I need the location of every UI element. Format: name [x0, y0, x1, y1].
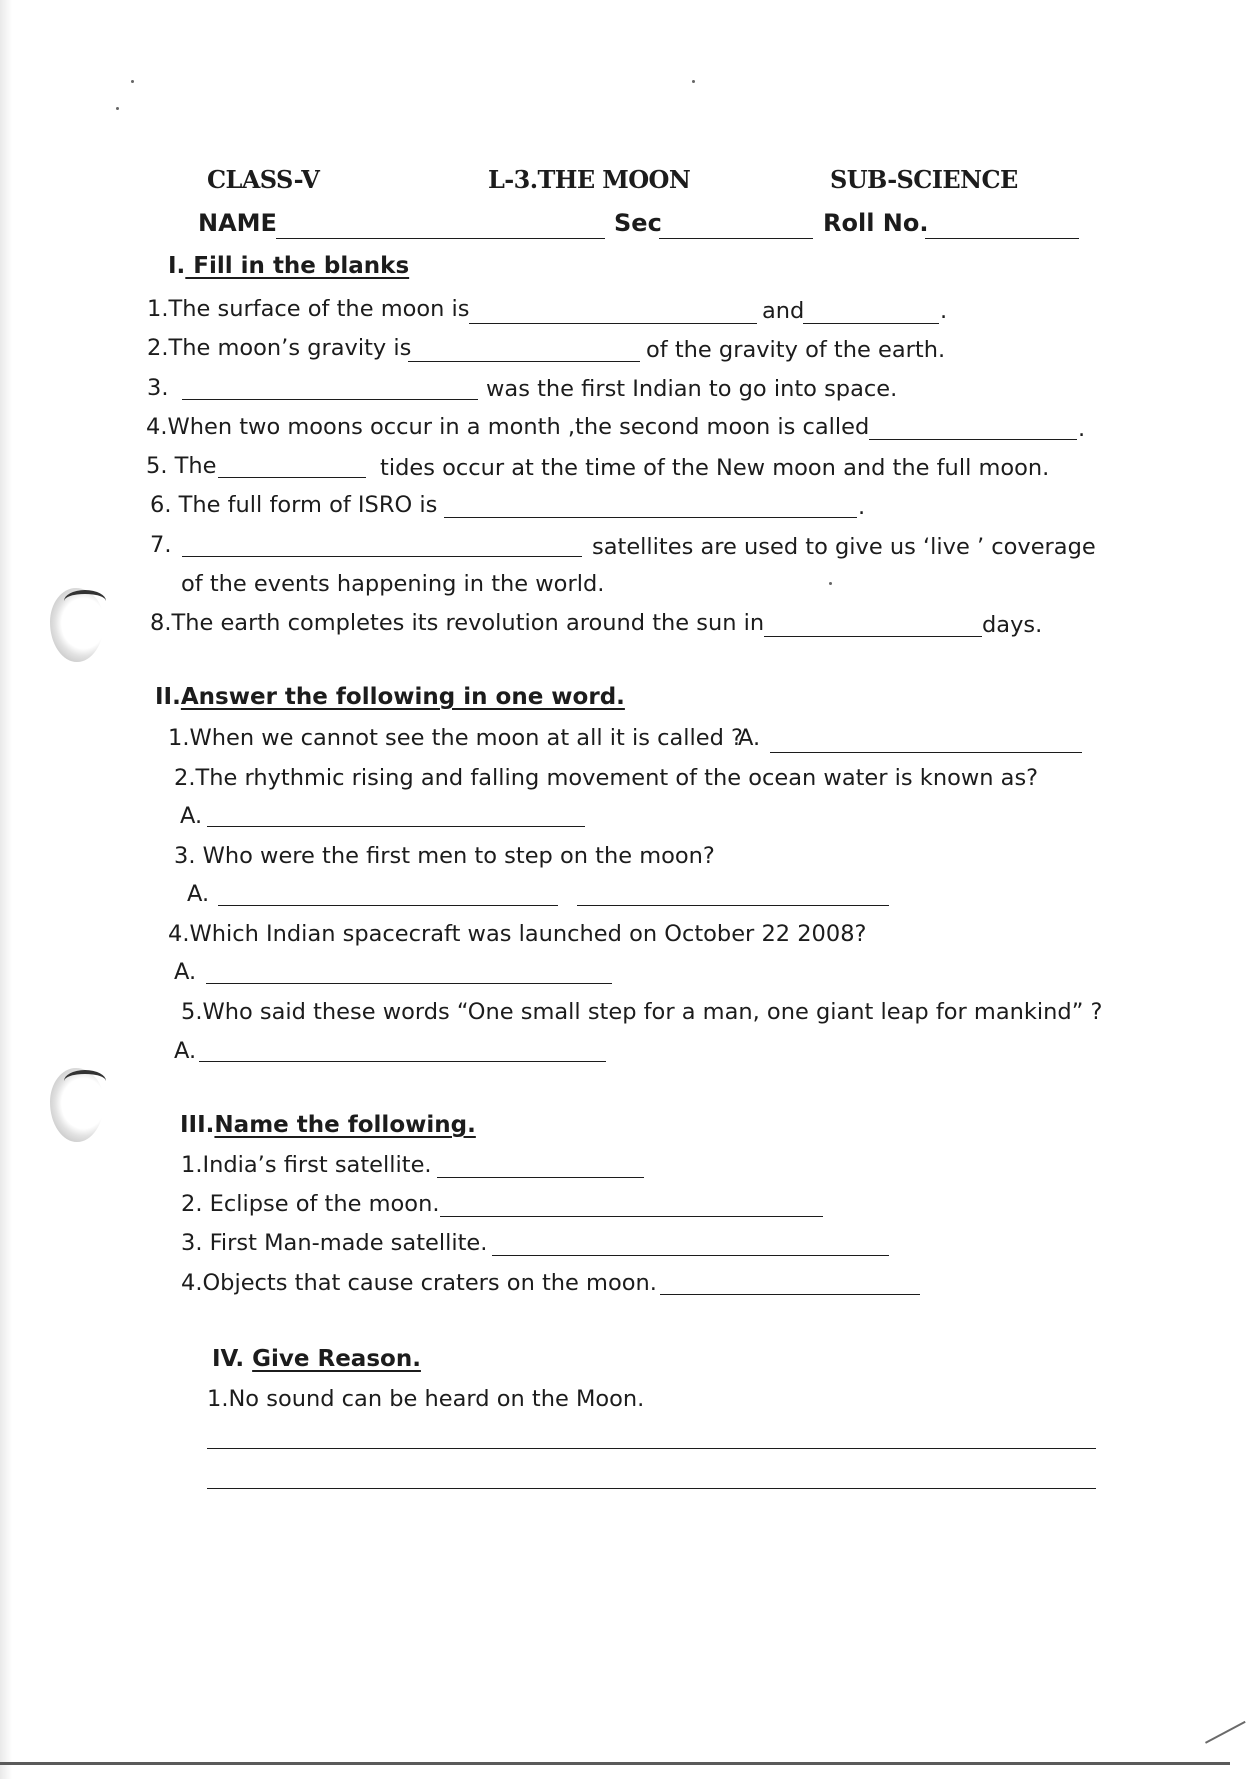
fill-blank-6[interactable]	[444, 517, 857, 518]
name-item-4: 4.Objects that cause craters on the moon.	[181, 1270, 657, 1296]
one-word-a5-prefix: A.	[174, 1038, 197, 1064]
section-1-heading	[168, 253, 409, 279]
fill-blank-6-text: 6. The full form of ISRO is	[150, 492, 438, 518]
one-word-answer-2[interactable]	[207, 826, 585, 827]
one-word-q5: 5.Who said these words “One small step for a man, one giant leap for mankind” ?	[181, 999, 1103, 1025]
roll-field[interactable]	[925, 238, 1079, 239]
fill-blank-3-num: 3.	[147, 375, 169, 401]
scan-speck	[829, 582, 832, 585]
fill-blank-8-text: 8.The earth completes its revolution around the sun in	[150, 610, 765, 636]
section-1-numeral: I.	[168, 253, 186, 279]
fill-blank-4[interactable]	[869, 439, 1077, 440]
name-item-1: 1.India’s first satellite.	[181, 1152, 432, 1178]
subject-label: SUB-SCIENCE	[830, 165, 1018, 194]
lesson-title: L-3.THE MOON	[488, 165, 691, 194]
fill-blank-2-text: 2.The moon’s gravity is	[147, 335, 412, 361]
fill-blank-3[interactable]	[182, 399, 478, 400]
section-4-numeral: IV.	[212, 1346, 253, 1372]
page-folded-corner	[1205, 1721, 1250, 1767]
section-3-heading	[180, 1112, 476, 1138]
fill-blank-4-text: 4.When two moons occur in a month ,the second moon is called	[146, 414, 870, 440]
scan-speck	[692, 80, 695, 83]
section-4-title: Give Reason.	[252, 1346, 421, 1372]
class-label: CLASS-V	[207, 165, 320, 194]
section-2-numeral: II.	[155, 684, 181, 710]
section-4-heading	[212, 1346, 421, 1372]
fill-blank-1-text: 1.The surface of the moon is	[147, 296, 470, 322]
fill-blank-5[interactable]	[218, 477, 366, 478]
name-answer-3[interactable]	[492, 1255, 889, 1256]
reason-answer-line-1[interactable]	[207, 1448, 1096, 1449]
one-word-answer-4[interactable]	[206, 983, 612, 984]
one-word-a3-prefix: A.	[187, 881, 210, 907]
fill-blank-5-text: 5. The	[146, 453, 217, 479]
section-2-title: Answer the following in one word.	[180, 684, 625, 710]
fill-blank-2-after: of the gravity of the earth.	[646, 337, 946, 363]
fill-blank-7-num: 7.	[150, 532, 172, 558]
sec-label: Sec	[614, 209, 662, 237]
one-word-q1: 1.When we cannot see the moon at all it is called ?	[168, 725, 743, 751]
fill-blank-1-a[interactable]	[469, 323, 757, 324]
section-3-numeral: III.	[180, 1112, 215, 1138]
fill-blank-7-after: satellites are used to give us ‘live ’ coverage	[592, 534, 1096, 560]
one-word-answer-1[interactable]	[770, 752, 1082, 753]
fill-blank-7[interactable]	[182, 556, 582, 557]
punch-hole-top	[50, 588, 104, 662]
roll-label: Roll No.	[823, 209, 929, 237]
fill-blank-1-end: .	[940, 298, 948, 324]
one-word-q1-answer-prefix: A.	[738, 725, 761, 751]
one-word-q3: 3. Who were the first men to step on the moon?	[174, 843, 715, 869]
fill-blank-7-continuation: of the events happening in the world.	[181, 571, 605, 597]
name-answer-1[interactable]	[437, 1177, 644, 1178]
sec-field[interactable]	[659, 238, 813, 239]
reason-answer-line-2[interactable]	[207, 1488, 1096, 1489]
name-label: NAME	[198, 209, 277, 237]
one-word-a4-prefix: A.	[174, 959, 197, 985]
one-word-answer-3b[interactable]	[577, 905, 889, 906]
fill-blank-5-after: tides occur at the time of the New moon and the full moon.	[380, 455, 1050, 481]
one-word-answer-3a[interactable]	[218, 905, 558, 906]
section-2-heading	[155, 684, 625, 710]
punch-hole-bottom	[50, 1068, 104, 1142]
name-answer-4[interactable]	[660, 1294, 920, 1295]
fill-blank-4-end: .	[1078, 416, 1086, 442]
one-word-q4: 4.Which Indian spacecraft was launched on October 22 2008?	[168, 921, 867, 947]
fill-blank-1-and: and	[762, 298, 805, 324]
section-1-title: Fill in the blanks	[185, 253, 410, 279]
name-field[interactable]	[276, 238, 605, 239]
one-word-answer-5[interactable]	[199, 1061, 606, 1062]
reason-item-1: 1.No sound can be heard on the Moon.	[207, 1386, 645, 1412]
name-answer-2[interactable]	[440, 1216, 823, 1217]
fill-blank-8-after: days.	[982, 612, 1043, 638]
fill-blank-8[interactable]	[764, 636, 982, 637]
section-3-title: Name the following.	[214, 1112, 476, 1138]
one-word-a2-prefix: A.	[180, 803, 203, 829]
page-bottom-edge	[0, 1762, 1230, 1765]
page-edge-shadow	[0, 0, 12, 1779]
fill-blank-2[interactable]	[408, 361, 640, 362]
name-item-2: 2. Eclipse of the moon.	[181, 1191, 440, 1217]
fill-blank-1-b[interactable]	[803, 323, 939, 324]
name-item-3: 3. First Man-made satellite.	[181, 1230, 488, 1256]
fill-blank-3-after: was the first Indian to go into space.	[486, 376, 898, 402]
scan-speck	[116, 107, 119, 110]
one-word-q2: 2.The rhythmic rising and falling movement of the ocean water is known as?	[174, 765, 1039, 791]
fill-blank-6-end: .	[858, 494, 866, 520]
scan-speck	[131, 80, 134, 83]
